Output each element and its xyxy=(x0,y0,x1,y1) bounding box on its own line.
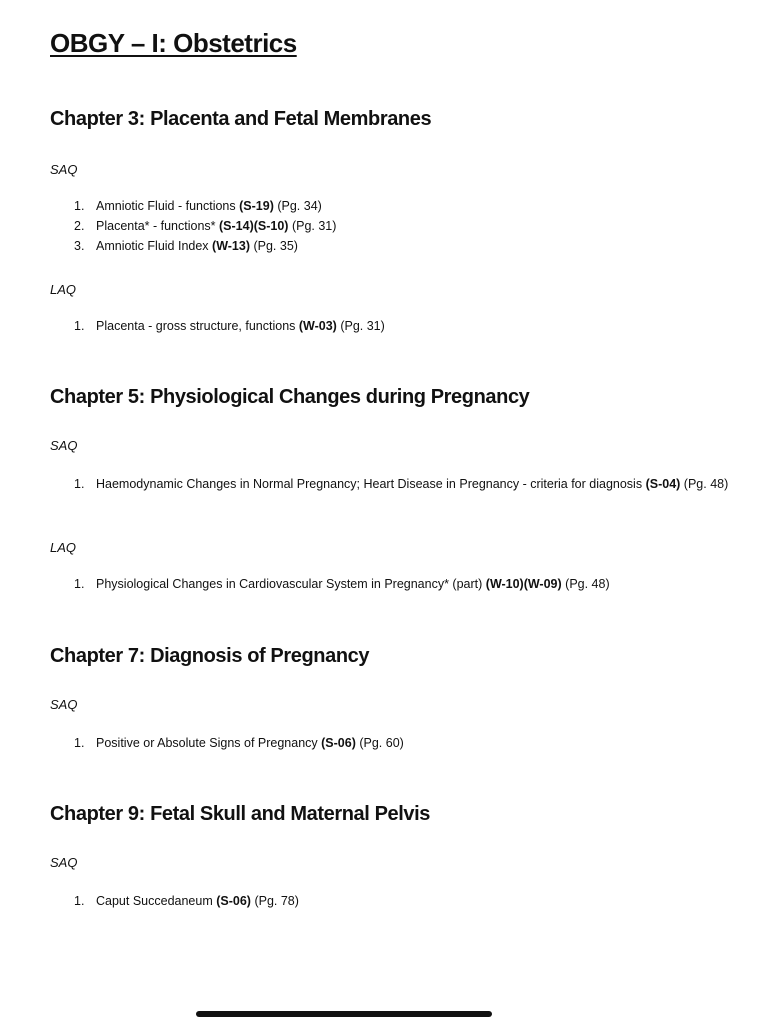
question-list xyxy=(74,891,734,911)
page-title: OBGY – I: Obstetrics xyxy=(50,28,297,58)
page-ref: (Pg. 31) xyxy=(340,319,385,333)
page-ref: (Pg. 35) xyxy=(253,239,298,253)
item-text: Placenta* - functions* xyxy=(96,219,216,233)
chapter-title: Chapter 5: Physiological Changes during Pregnancy xyxy=(50,386,530,408)
item-number: 1. xyxy=(74,736,85,750)
page-ref: (Pg. 48) xyxy=(565,577,610,591)
item-number: 3. xyxy=(74,239,85,253)
section-label-saq: SAQ xyxy=(50,697,78,712)
chapter-9 xyxy=(50,803,750,908)
home-indicator[interactable] xyxy=(196,1011,492,1017)
page-ref: (Pg. 60) xyxy=(359,736,404,750)
page-ref: (Pg. 31) xyxy=(291,219,337,233)
chapter-title: Chapter 7: Diagnosis of Pregnancy xyxy=(50,645,370,667)
exam-code: (S-14)(S-10) xyxy=(219,219,289,233)
item-text: Placenta - gross structure, functions xyxy=(96,319,296,333)
chapter-title: Chapter 9: Fetal Skull and Maternal Pelvis xyxy=(50,803,430,825)
item-number: 2. xyxy=(74,219,85,233)
exam-code: (W-03) xyxy=(298,319,337,333)
item-text: Caput Succedaneum xyxy=(96,894,213,908)
list-item xyxy=(74,236,734,256)
exam-code: (S-06) xyxy=(321,736,356,750)
item-text: Haemodynamic Changes in Normal Pregnancy; Heart Disease in Pregnancy - criteria for diagnosis xyxy=(96,477,643,491)
question-list xyxy=(74,574,734,594)
chapter-7 xyxy=(50,645,750,750)
question-list xyxy=(74,196,734,256)
section-label-saq: SAQ xyxy=(50,438,78,453)
chapter-title: Chapter 3: Placenta and Fetal Membranes xyxy=(50,108,432,130)
list-item xyxy=(74,474,734,494)
question-list xyxy=(74,733,734,753)
exam-code: (S-19) xyxy=(239,199,274,213)
page-ref: (Pg. 48) xyxy=(683,477,729,491)
exam-code: (S-06) xyxy=(216,894,251,908)
exam-code: (W-10)(W-09) xyxy=(485,577,562,591)
section-label-laq: LAQ xyxy=(50,540,77,555)
chapter-5 xyxy=(50,386,750,591)
list-item xyxy=(74,574,734,594)
exam-code: (W-13) xyxy=(212,239,250,253)
section-label-saq: SAQ xyxy=(50,855,78,870)
item-number: 1. xyxy=(74,319,85,333)
item-text: Positive or Absolute Signs of Pregnancy xyxy=(96,736,318,750)
item-number: 1. xyxy=(74,577,85,591)
item-text: Amniotic Fluid - functions xyxy=(96,199,236,213)
item-number: 1. xyxy=(74,894,85,908)
exam-code: (S-04) xyxy=(645,477,681,491)
item-text: Physiological Changes in Cardiovascular System in Pregnancy* (part) xyxy=(96,577,483,591)
chapter-3 xyxy=(50,108,750,333)
list-item xyxy=(74,891,734,911)
item-number: 1. xyxy=(74,199,85,213)
list-item xyxy=(74,316,734,336)
question-list xyxy=(74,316,734,336)
page-ref: (Pg. 78) xyxy=(254,894,299,908)
list-item xyxy=(74,196,734,216)
question-list xyxy=(74,474,734,494)
list-item xyxy=(74,733,734,753)
section-label-saq: SAQ xyxy=(50,162,78,177)
item-number: 1. xyxy=(74,477,85,491)
item-text: Amniotic Fluid Index xyxy=(96,239,209,253)
list-item xyxy=(74,216,734,236)
section-label-laq: LAQ xyxy=(50,282,77,297)
page-ref: (Pg. 34) xyxy=(277,199,322,213)
